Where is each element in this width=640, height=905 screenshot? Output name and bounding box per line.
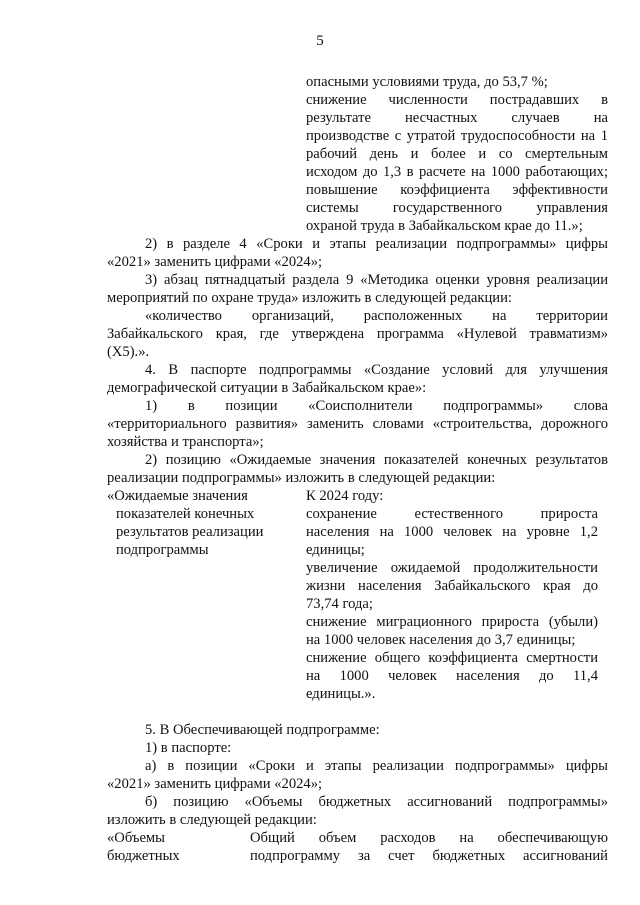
text-line: исходом до 1,3 в расчете на 1000 работающих; — [306, 164, 608, 180]
table-label-line: показателей конечных — [116, 506, 255, 522]
text-line: а) в позиции «Сроки и этапы реализации подпрограммы» цифры — [145, 758, 608, 774]
text-line: изложить в следующей редакции: — [107, 812, 317, 828]
table-value-line: жизни населения Забайкальского края до — [306, 578, 598, 594]
text-line: Забайкальского края, где утверждена программа «Нулевой травматизм» — [107, 326, 608, 342]
text-line: «2021» заменить цифрами «2024»; — [107, 254, 323, 270]
text-line: «количество организаций, расположенных на территории — [145, 308, 608, 324]
table-value-line: снижение общего коэффициента смертности — [306, 650, 598, 666]
table-value-line: на 1000 человек населения до 11,4 — [306, 668, 598, 684]
text-line: 2) позицию «Ожидаемые значения показателей конечных результатов — [145, 452, 608, 468]
text-line: б) позицию «Объемы бюджетных ассигнований подпрограммы» — [145, 794, 608, 810]
text-line: «2021» заменить цифрами «2024»; — [107, 776, 323, 792]
table-value-line: единицы; — [306, 542, 365, 558]
table-label-line: результатов реализации — [116, 524, 264, 540]
table-value-line: Общий объем расходов на обеспечивающую — [250, 830, 608, 846]
text-line: «территориального развития» заменить словами «строительства, дорожного — [107, 416, 608, 432]
text-line: опасными условиями труда, до 53,7 %; — [306, 74, 548, 90]
text-line: реализации подпрограммы» изложить в следующей редакции: — [107, 470, 496, 486]
table-value-line: на 1000 человек населения до 3,7 единицы; — [306, 632, 576, 648]
text-line: 1) в паспорте: — [145, 740, 232, 756]
text-line: демографической ситуации в Забайкальском крае»: — [107, 380, 427, 396]
text-line: 3) абзац пятнадцатый раздела 9 «Методика оценки уровня реализации — [145, 272, 608, 288]
table-value-line: единицы.». — [306, 686, 376, 702]
text-line: повышение коэффициента эффективности — [306, 182, 608, 198]
text-line: 1) в позиции «Соисполнители подпрограммы» слова — [145, 398, 608, 414]
text-line: охраной труда в Забайкальском крае до 11.»; — [306, 218, 583, 234]
table-value-line: подпрограмму за счет бюджетных ассигнований — [250, 848, 608, 864]
text-line: хозяйства и транспорта»; — [107, 434, 264, 450]
table-value-line: снижение миграционного прироста (убыли) — [306, 614, 598, 630]
page-number: 5 — [316, 33, 324, 49]
text-line: мероприятий по охране труда» изложить в следующей редакции: — [107, 290, 512, 306]
text-line: (X5).». — [107, 344, 150, 360]
table-value-line: сохранение естественного прироста — [306, 506, 598, 522]
table-value-line: населения на 1000 человек на уровне 1,2 — [306, 524, 598, 540]
table-value-line: 73,74 года; — [306, 596, 373, 612]
text-line: производстве с утратой трудоспособности на 1 — [306, 128, 608, 144]
text-line: системы государственного управления — [306, 200, 608, 216]
table-label-line: бюджетных — [107, 848, 180, 864]
text-line: 4. В паспорте подпрограммы «Создание условий для улучшения — [145, 362, 608, 378]
text-line: рабочий день и более и со смертельным — [306, 146, 608, 162]
text-line: 2) в разделе 4 «Сроки и этапы реализации подпрограммы» цифры — [145, 236, 608, 252]
table-label-line: «Объемы — [107, 830, 165, 846]
table-value-line: увеличение ожидаемой продолжительности — [306, 560, 598, 576]
text-line: снижение численности пострадавших в — [306, 92, 608, 108]
table-value-line: К 2024 году: — [306, 488, 384, 504]
text-line: 5. В Обеспечивающей подпрограмме: — [145, 722, 380, 738]
table-label-line: «Ожидаемые значения — [107, 488, 248, 504]
table-label-line: подпрограммы — [116, 542, 209, 558]
text-line: результате несчастных случаев на — [306, 110, 608, 126]
